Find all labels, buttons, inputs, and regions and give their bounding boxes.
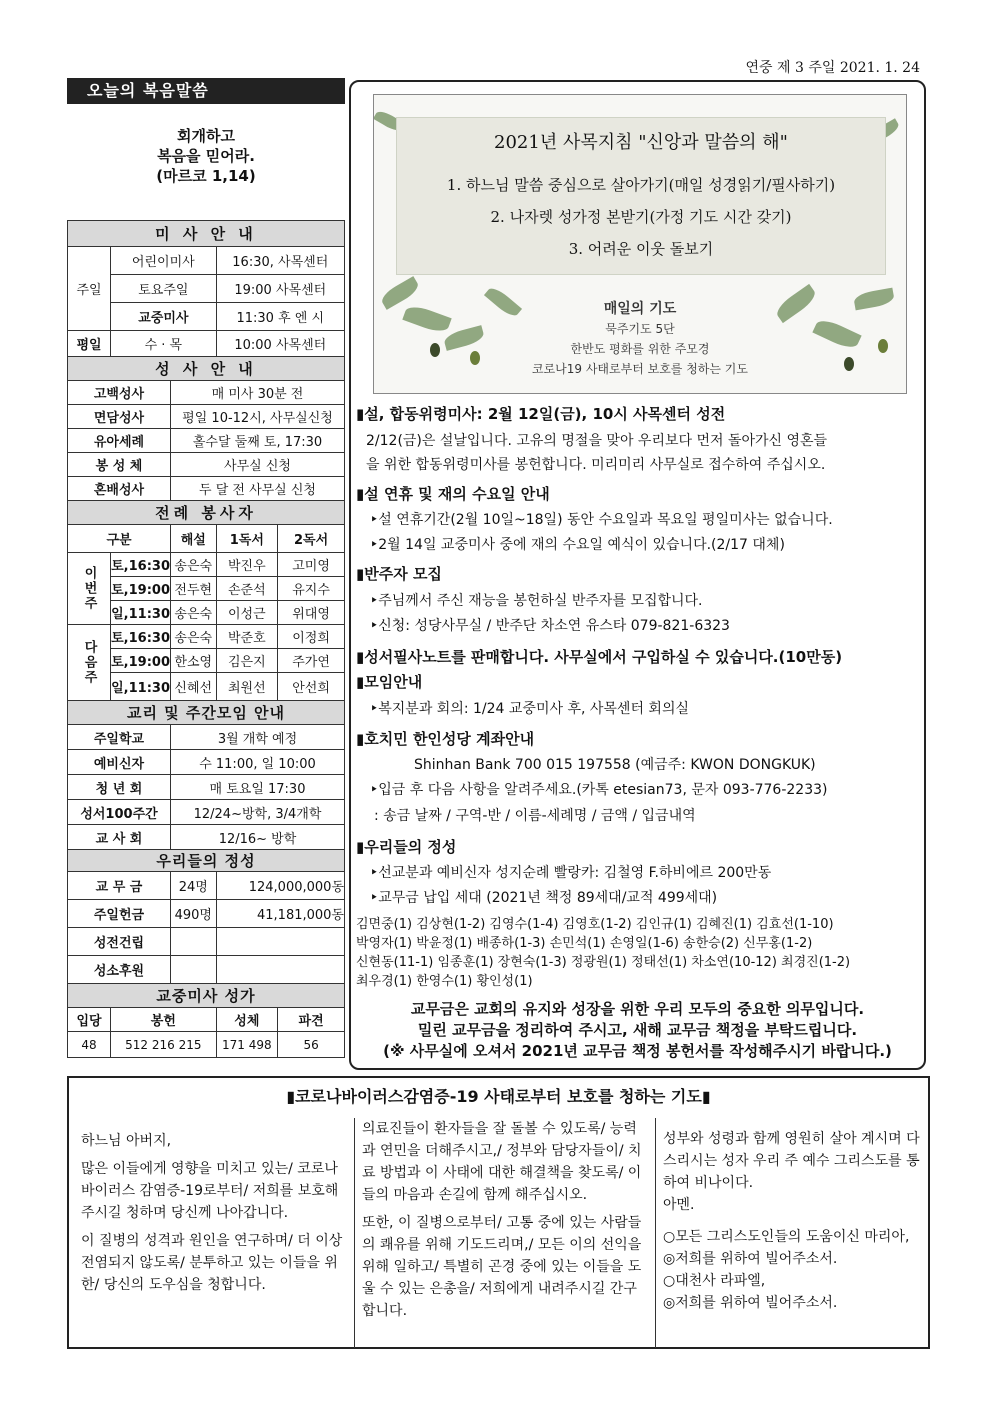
meeting-name: 청 년 회: [68, 775, 171, 800]
pastoral-item: 2. 나자렛 성가정 본받기(가정 기도 시간 갖기): [490, 208, 792, 226]
offering-amount: [216, 956, 344, 984]
mass-time-place: 10:00 사목센터: [216, 331, 344, 357]
server-name: 박준호: [216, 625, 278, 649]
notice-holiday-title: ▮설 연휴 및 재의 수요일 안내: [356, 485, 550, 503]
next-week-label: 다음주: [68, 625, 111, 701]
servers-col-head: 1독서: [216, 525, 278, 553]
hymn-col-head: 파견: [278, 1008, 345, 1032]
offering-header: 우리들의 정성: [68, 850, 345, 872]
offering-name: 주일헌금: [68, 900, 171, 928]
offering-count: [171, 928, 217, 956]
offering-name: 성소후원: [68, 956, 171, 984]
offering-count: [171, 956, 217, 984]
hymn-number: 512 216 215: [111, 1032, 216, 1058]
gospel-line-2: 복음을 믿어라.: [157, 147, 255, 165]
offering-name: 성전건립: [68, 928, 171, 956]
daily-prayer: [374, 299, 906, 379]
pastoral-item: 1. 하느님 말씀 중심으로 살아가기(매일 성경읽기/필사하기): [446, 176, 836, 194]
notice-notebook-title: ▮성서필사노트를 판매합니다. 사무실에서 구입하실 수 있습니다.(10만동): [356, 648, 843, 666]
mass-header: 미 사 안 내: [68, 221, 345, 247]
notice-text: 을 위한 합동위령미사를 봉헌합니다. 미리미리 사무실로 접수하여 주십시오.: [366, 457, 826, 473]
server-name: 손준석: [216, 577, 278, 601]
gospel-line-1: 회개하고: [177, 127, 235, 145]
hymn-number: 48: [68, 1032, 111, 1058]
prayer-paragraph: 또한, 이 질병으로부터/ 고통 중에 있는 사람들의 쾌유를 위해 기도드리며,/ 모든 이의 선익을 위해 일하고/ 특별히 곤경 중에 있는 이들을 도울 수 있는 은총을/ 저희에게 내려주시길 간구합니다.: [362, 1215, 642, 1319]
sacrament-info: 홀수달 둘째 토, 17:30: [171, 429, 345, 453]
offering-count: 490명: [171, 900, 217, 928]
meeting-info: 매 토요일 17:30: [171, 775, 345, 800]
bank-account: Shinhan Bank 700 015 197558 (예금주: KWON DONGKUK): [414, 757, 816, 773]
notice-text: ‣주님께서 주신 재능을 봉헌하실 반주자를 모집합니다.: [370, 593, 703, 609]
mass-time-place: 19:00 사목센터: [216, 275, 344, 303]
notice-text: ‣2월 14일 교중미사 중에 재의 수요일 예식이 있습니다.(2/17 대체): [370, 537, 785, 553]
offering-count: 24명: [171, 872, 217, 900]
prayer-response: ◎저희를 위하여 빌어주소서.: [663, 1251, 838, 1267]
notice-memorial-title: ▮설, 합동위령미사: 2월 12일(금), 10시 사목센터 성전: [356, 405, 726, 423]
server-time: 토,19:00: [111, 577, 171, 601]
meeting-name: 주일학교: [68, 725, 171, 750]
prayer-paragraph: 많은 이들에게 영향을 미치고 있는/ 코로나 바이러스 감염증-19로부터/ 저희를 보호해주시길 청하며 당신께 나아갑니다.: [81, 1161, 339, 1221]
mass-name: 수 · 목: [111, 331, 216, 357]
sacrament-name: 면담성사: [68, 405, 171, 429]
server-name: 송은숙: [171, 625, 217, 649]
prayer-versicle: ○모든 그리스도인들의 도움이신 마리아,: [663, 1229, 910, 1245]
sacrament-name: 고백성사: [68, 381, 171, 405]
notice-text: ‣설 연휴기간(2월 10일~18일) 동안 수요일과 목요일 평일미사는 없습니다.: [370, 512, 833, 528]
server-time: 토,16:30: [111, 625, 171, 649]
notice-text: 2/12(금)은 설날입니다. 고유의 명절을 맞아 우리보다 먼저 돌아가신 영혼들: [366, 433, 828, 449]
meeting-name: 예비신자: [68, 750, 171, 775]
hymn-col-head: 봉헌: [111, 1008, 216, 1032]
server-name: 한소영: [171, 649, 217, 673]
daily-prayer-item: 코로나19 사태로부터 보호를 청하는 기도: [531, 362, 748, 376]
mass-name: 어린이미사: [111, 247, 216, 275]
meeting-info: 3월 개학 예정: [171, 725, 345, 750]
server-name: 김은지: [216, 649, 278, 673]
prayer-paragraph: 하느님 아버지,: [81, 1133, 172, 1149]
notice-text: ‣신청: 성당사무실 / 반주단 차소연 유스타 079-821-6323: [370, 618, 730, 634]
hymn-col-head: 성체: [216, 1008, 278, 1032]
donor-names: 박영자(1) 박윤정(1) 배종하(1-3) 손민석(1) 손영일(1-6) 송한승(2) 신무홍(1-2): [356, 936, 813, 951]
bulletin-date: 연중 제 3 주일 2021. 1. 24: [745, 60, 920, 76]
pastoral-title: 2021년 사목지침 "신앙과 말씀의 해": [494, 132, 788, 153]
notice-accompanist-title: ▮반주자 모집: [356, 565, 442, 583]
servers-col-head: 해설: [171, 525, 217, 553]
server-name: 위대영: [278, 601, 345, 625]
prayer-paragraph: 아멘.: [663, 1197, 695, 1213]
covid-prayer-box: [67, 1076, 930, 1349]
prayer-paragraph: 의료진들이 환자들을 잘 돌볼 수 있도록/ 능력과 연민을 더해주시고,/ 정부와 담당자들이/ 치료 방법과 이 사태에 대한 해결책을 찾도록/ 이들의 마음과 손길에 함께 해주십시오.: [362, 1121, 642, 1203]
offering-closing: 교무금은 교회의 유지와 성장을 위한 우리 모두의 중요한 의무입니다.: [410, 1000, 865, 1018]
column-divider: [354, 1118, 355, 1348]
offering-closing: (※ 사무실에 오셔서 2021년 교무금 책정 봉헌서를 작성해주시기 바랍니다.): [383, 1042, 892, 1060]
server-time: 토,19:00: [111, 649, 171, 673]
sacrament-info: 두 달 전 사무실 신청: [171, 477, 345, 501]
server-name: 박진우: [216, 553, 278, 577]
notice-text: ‣복지분과 회의: 1/24 교중미사 후, 사목센터 회의실: [370, 701, 689, 717]
daily-prayer-item: 묵주기도 5단: [605, 322, 675, 336]
pastoral-item: 3. 어려운 이웃 돌보기: [568, 240, 714, 258]
parish-info-table: [67, 220, 345, 1058]
notice-text: ‣교무금 납입 세대 (2021년 책정 89세대/교적 499세대): [370, 890, 718, 906]
sacrament-name: 봉 성 체: [68, 453, 171, 477]
pastoral-guideline-card: [396, 117, 886, 275]
prayer-versicle: ○대천사 라파엘,: [663, 1273, 766, 1289]
mass-sunday-label: 주일: [68, 247, 111, 331]
this-week-label: 이번주: [68, 553, 111, 625]
mass-weekday-label: 평일: [68, 331, 111, 357]
sacrament-info: 사무실 신청: [171, 453, 345, 477]
server-name: 송은숙: [171, 601, 217, 625]
meeting-info: 수 11:00, 일 10:00: [171, 750, 345, 775]
meeting-name: 성서100주간: [68, 800, 171, 825]
server-name: 안선희: [278, 673, 345, 701]
daily-prayer-item: 한반도 평화를 위한 주모경: [570, 342, 710, 356]
offering-name: 교 무 금: [68, 872, 171, 900]
prayer-column-1: [81, 1130, 349, 1302]
doctrine-header: 교리 및 주간모임 안내: [68, 701, 345, 725]
mass-name: 교중미사: [111, 303, 216, 331]
prayer-column-3: [663, 1128, 925, 1314]
meeting-name: 교 사 회: [68, 825, 171, 850]
hymns-header: 교중미사 성가: [68, 984, 345, 1008]
hymn-number: 171 498: [216, 1032, 278, 1058]
prayer-paragraph: 이 질병의 성격과 원인을 연구하며/ 더 이상 전염되지 않도록/ 분투하고 있는 이들을 위한/ 당신의 도우심을 청합니다.: [81, 1233, 343, 1293]
daily-prayer-title: 매일의 기도: [603, 301, 677, 317]
column-divider: [655, 1118, 656, 1348]
servers-header: 전례 봉사자: [68, 501, 345, 525]
notice-text: ‣입금 후 다음 사항을 알려주세요.(카톡 etesian73, 문자 093-776-2233): [370, 782, 828, 798]
server-name: 신혜선: [171, 673, 217, 701]
mass-name: 토요주일: [111, 275, 216, 303]
sacrament-name: 유아세례: [68, 429, 171, 453]
server-name: 유지수: [278, 577, 345, 601]
donor-names: 김면중(1) 김상현(1-2) 김영수(1-4) 김영호(1-2) 김인규(1) 김혜진(1) 김효선(1-10): [356, 917, 834, 932]
prayer-paragraph: 성부와 성령과 함께 영원히 살아 계시며 다스리시는 성자 우리 주 예수 그리스도를 통하여 비나이다.: [663, 1131, 920, 1191]
sacrament-info: 평일 10-12시, 사무실신청: [171, 405, 345, 429]
gospel-verse: [67, 126, 345, 186]
notice-text: ‣선교분과 예비신자 성지순례 빨랑카: 김철영 F.하비에르 200만동: [370, 865, 772, 881]
prayer-response: ◎저희를 위하여 빌어주소서.: [663, 1295, 838, 1311]
pastoral-banner: [373, 94, 907, 394]
server-name: 고미영: [278, 553, 345, 577]
server-time: 일,11:30: [111, 601, 171, 625]
donor-names: 신현동(11-1) 임종훈(1) 장현숙(1-3) 정광원(1) 정태선(1) 차소연(10-12) 최경진(1-2): [356, 955, 851, 970]
server-name: 전두현: [171, 577, 217, 601]
offering-closing: 밀린 교무금을 정리하여 주시고, 새해 교무금 책정을 부탁드립니다.: [417, 1021, 858, 1039]
servers-col-head: 2독서: [278, 525, 345, 553]
sacrament-name: 혼배성사: [68, 477, 171, 501]
sacrament-info: 매 미사 30분 전: [171, 381, 345, 405]
offering-amount: 124,000,000동: [216, 872, 344, 900]
notice-meeting-title: ▮모임안내: [356, 673, 423, 691]
covid-prayer-title: ▮코로나바이러스감염증-19 사태로부터 보호를 청하는 기도▮: [286, 1087, 711, 1106]
notice-text: : 송금 날짜 / 구역-반 / 이름-세례명 / 금액 / 입금내역: [374, 808, 696, 824]
mass-time-place: 16:30, 사목센터: [216, 247, 344, 275]
offering-amount: [216, 928, 344, 956]
gospel-reference: (마르코 1,14): [156, 167, 256, 185]
servers-col-head: 구분: [68, 525, 171, 553]
meeting-info: 12/24~방학, 3/4개학: [171, 800, 345, 825]
server-time: 일,11:30: [111, 673, 171, 701]
server-name: 송은숙: [171, 553, 217, 577]
server-name: 이성근: [216, 601, 278, 625]
notice-offering-title: ▮우리들의 정성: [356, 838, 457, 856]
gospel-header: 오늘의 복음말씀: [67, 78, 345, 104]
donor-names: 최우경(1) 한영수(1) 황인성(1): [356, 974, 533, 989]
sacrament-header: 성 사 안 내: [68, 357, 345, 381]
server-name: 최원선: [216, 673, 278, 701]
mass-time-place: 11:30 후 엔 시: [216, 303, 344, 331]
notice-account-title: ▮호치민 한인성당 계좌안내: [356, 730, 535, 748]
meeting-info: 12/16~ 방학: [171, 825, 345, 850]
server-name: 이정희: [278, 625, 345, 649]
server-name: 주가연: [278, 649, 345, 673]
server-time: 토,16:30: [111, 553, 171, 577]
hymn-number: 56: [278, 1032, 345, 1058]
prayer-column-2: [362, 1118, 648, 1328]
offering-amount: 41,181,000동: [216, 900, 344, 928]
hymn-col-head: 입당: [68, 1008, 111, 1032]
